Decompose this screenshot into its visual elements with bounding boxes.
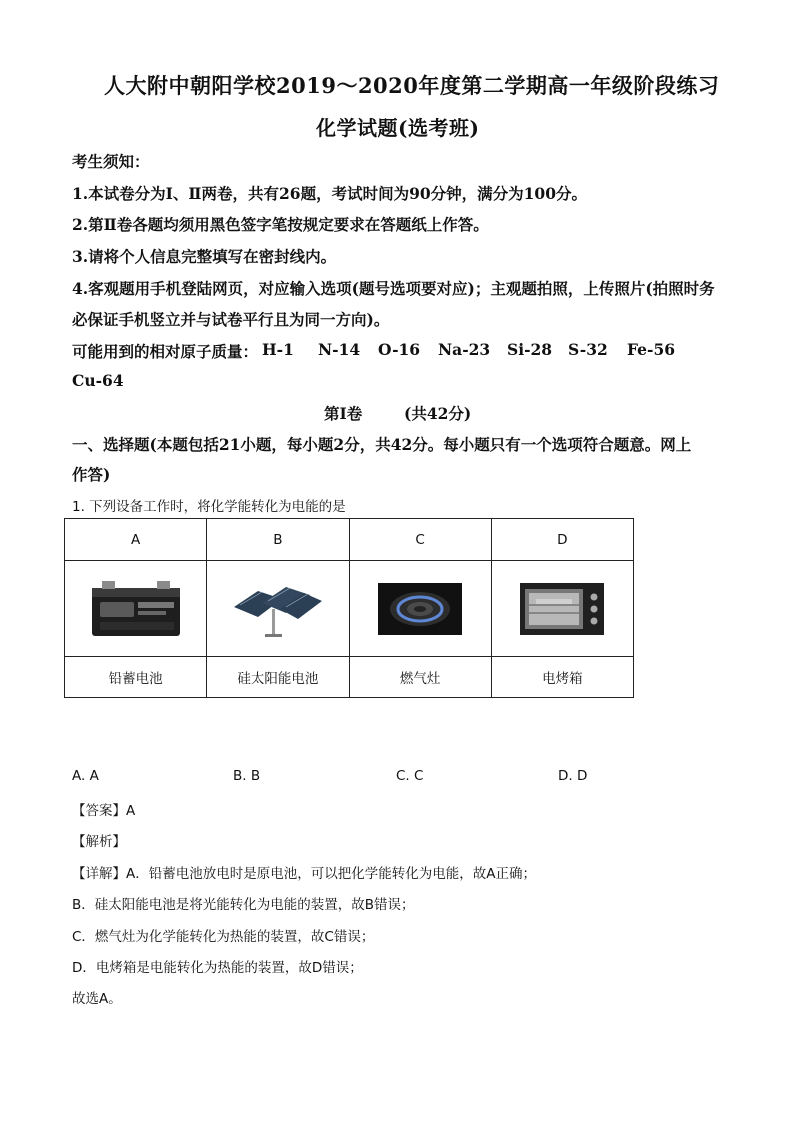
option-d-letter: D [491, 519, 633, 561]
analysis-heading: 【解析】 [72, 834, 126, 850]
atomic-mass-n: N-14 [318, 340, 361, 359]
explanation-line-1: 【详解】A．铅蓄电池放电时是原电池，可以把化学能转化为电能，故A正确； [72, 866, 536, 882]
explanation-line-5: 故选A。 [72, 991, 122, 1007]
option-a-label: 铅蓄电池 [65, 657, 207, 698]
option-b-image-cell [207, 561, 349, 657]
notice-heading: 考生须知： [72, 152, 150, 171]
choice-c: C. C [396, 768, 424, 784]
option-b-letter: B [207, 519, 349, 561]
explanation-line-3: C．燃气灶为化学能转化为热能的装置，故C错误； [72, 929, 375, 945]
atomic-mass-o: O-16 [378, 340, 421, 359]
electric-oven-image [520, 583, 604, 635]
notice-item-2: 2.第Ⅱ卷各题均须用黑色签字笔按规定要求在答题纸上作答。 [72, 215, 489, 234]
notice-item-1: 1.本试卷分为Ⅰ、Ⅱ两卷，共有26题，考试时间为90分钟，满分为100分。 [72, 184, 587, 203]
choice-d: D. D [558, 768, 588, 784]
choice-a: A. A [72, 768, 99, 784]
explanation-line-4: D．电烤箱是电能转化为热能的装置，故D错误； [72, 960, 363, 976]
answer-line: 【答案】A [72, 803, 136, 819]
option-d-label: 电烤箱 [491, 657, 633, 698]
option-c-letter: C [349, 519, 491, 561]
option-a-image-cell [65, 561, 207, 657]
exam-title: 人大附中朝阳学校2019～2020年度第二学期高一年级阶段练习 [104, 73, 720, 98]
atomic-mass-label: 可能用到的相对原子质量： [72, 342, 259, 361]
solar-panel-image [232, 579, 324, 639]
notice-item-4-cont: 必保证手机竖立并与试卷平行且为同一方向)。 [72, 310, 390, 329]
choice-b: B. B [233, 768, 261, 784]
atomic-mass-s: S-32 [568, 340, 608, 359]
option-d-image-cell [491, 561, 633, 657]
notice-item-3: 3.请将个人信息完整填写在密封线内。 [72, 247, 337, 266]
atomic-mass-cu: Cu-64 [72, 371, 124, 390]
section-instruction-line1: 一、选择题(本题包括21小题，每小题2分，共42分。每小题只有一个选项符合题意。网上 [72, 435, 692, 454]
atomic-mass-si: Si-28 [507, 340, 553, 359]
question-1-stem: 1. 下列设备工作时，将化学能转化为电能的是 [72, 499, 346, 515]
explanation-line-2: B．硅太阳能电池是将光能转化为电能的装置，故B错误； [72, 897, 415, 913]
gas-stove-image [378, 583, 462, 635]
section-score: (共42分) [404, 404, 472, 423]
option-c-image-cell [349, 561, 491, 657]
atomic-mass-na: Na-23 [438, 340, 491, 359]
option-b-label: 硅太阳能电池 [207, 657, 349, 698]
option-a-letter: A [65, 519, 207, 561]
question-1-options-table [64, 518, 634, 698]
option-c-label: 燃气灶 [349, 657, 491, 698]
lead-acid-battery-image [90, 580, 182, 638]
section-instruction-line2: 作答) [72, 465, 111, 484]
exam-subtitle: 化学试题(选考班) [316, 116, 480, 140]
atomic-mass-h: H-1 [262, 340, 294, 359]
atomic-mass-fe: Fe-56 [627, 340, 676, 359]
section-title: 第Ⅰ卷 [324, 404, 363, 423]
notice-item-4: 4.客观题用手机登陆网页，对应输入选项(题号选项要对应)；主观题拍照，上传照片(拍照时务 [72, 279, 715, 298]
